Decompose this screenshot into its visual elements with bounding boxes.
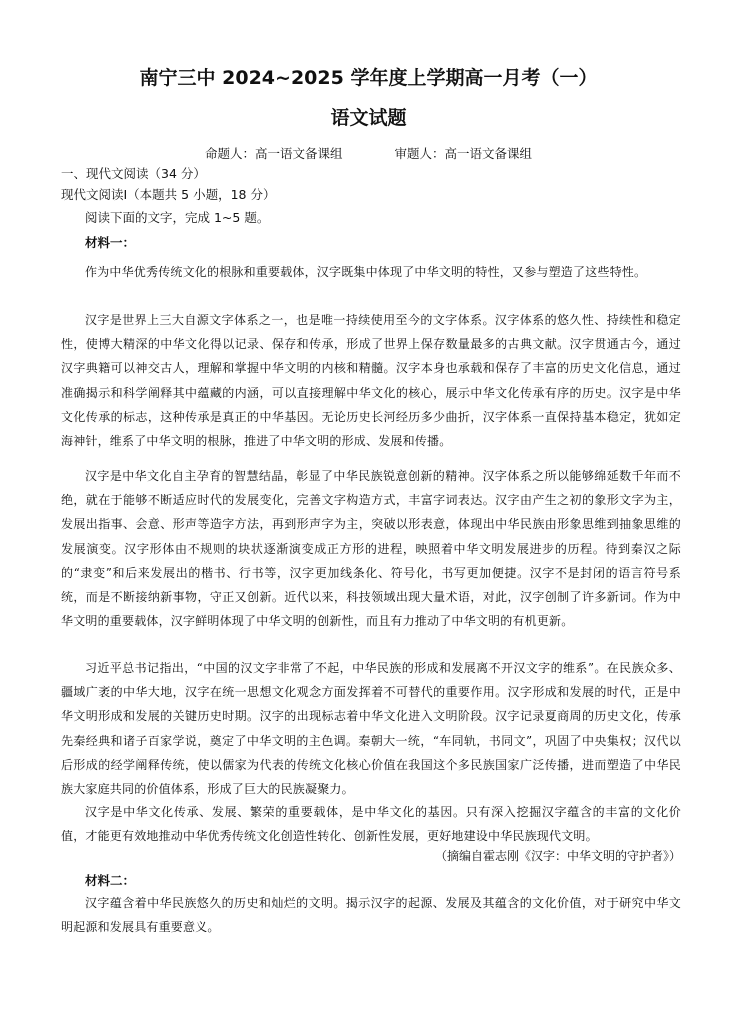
exam-title: 南宁三中 2024~2025 学年度上学期高一月考（一） (139, 67, 598, 89)
material2-paragraph-1: 汉字蕴含着中华民族悠久的历史和灿烂的文明。揭示汉字的起源、发展及其蕴含的文化价值，对于研究中华文明起源和发展具有重要意义。 (61, 896, 681, 935)
reading-instruction: 阅读下面的文字，完成 1~5 题。 (85, 210, 270, 225)
material1-paragraph-1: 作为中华优秀传统文化的根脉和重要载体，汉字既集中体现了中华文明的特性，又参与塑造了这些特性。 (85, 265, 647, 279)
material2-label: 材料二： (85, 873, 136, 888)
reviewer-label: 审题人：高一语文备课组 (394, 146, 533, 161)
setter-label: 命题人：高一语文备课组 (204, 146, 343, 161)
material1-source: （摘编自霍志刚《汉字：中华文明的守护者》） (434, 849, 681, 863)
exam-subject: 语文试题 (330, 107, 407, 129)
material1-label: 材料一： (85, 235, 136, 250)
material1-paragraph-5: 汉字是中华文化传承、发展、繁荣的重要载体，是中华文化的基因。只有深入挖掘汉字蕴含的丰富的文化价值，才能更有效地推动中华优秀传统文化创造性转化、创新性发展，更好地建设中华民族现代文明。 (61, 805, 681, 844)
material1-paragraph-2: 汉字是世界上三大自源文字体系之一，也是唯一持续使用至今的文字体系。汉字体系的悠久性、持续性和稳定性，使博大精深的中华文化得以记录、保存和传承，形成了世界上保存数量最多的古典文献。汉字贯通古今，通过汉字典籍可以神交古人，理解和掌握中华文明的内核和精髓。汉字本身也承载和保存了丰富的历史文化信息，通过准确揭示和科学阐释其中蕴藏的内涵，可以直接理解中华文化的核心，展示中华文化传承有序的历史。汉字是中华文化传承的标志，这种传承是真正的中华基因。无论历史长河经历多少曲折，汉字体系一直保持基本稳定，犹如定海神针，维系了中华文明的根脉，推进了中华文明的形成、发展和传播。 (61, 313, 681, 449)
part-heading: 现代文阅读Ⅰ（本题共 5 小题，18 分） (61, 187, 276, 202)
author-line (0, 145, 737, 163)
section-heading: 一、现代文阅读（34 分） (61, 166, 206, 181)
material1-paragraph-3: 汉字是中华文化自主孕育的智慧结晶，彰显了中华民族锐意创新的精神。汉字体系之所以能够绵延数千年而不绝，就在于能够不断适应时代的发展变化，完善文字构造方式，丰富字词表达。汉字由产生之初的象形文字为主，发展出指事、会意、形声等造字方法，再到形声字为主，突破以形表意，体现出中华民族由形象思维到抽象思维的发展演变。汉字形体由不规则的块状逐渐演变成正方形的进程，映照着中华文明发展进步的历程。待到秦汉之际的“隶变”和后来发展出的楷书、行书等，汉字更加线条化、符号化，书写更加便捷。汉字不是封闭的语言符号系统，而是不断接纳新事物，守正又创新。近代以来，科技领域出现大量术语，对此，汉字创制了许多新词。作为中华文明的重要载体，汉字鲜明体现了中华文明的创新性，而且有力推动了中华文明的有机更新。 (61, 469, 681, 629)
material1-paragraph-4: 习近平总书记指出，“中国的汉文字非常了不起，中华民族的形成和发展离不开汉文字的维系”。在民族众多、疆域广袤的中华大地，汉字在统一思想文化观念方面发挥着不可替代的重要作用。汉字形成和发展的时代，正是中华文明形成和发展的关键历史时期。汉字的出现标志着中华文化进入文明阶段。汉字记录夏商周的历史文化，传承先秦经典和诸子百家学说，奠定了中华文明的主色调。秦朝大一统，“车同轨，书同文”，巩固了中央集权；汉代以后形成的经学阐释传统，使以儒家为代表的传统文化核心价值在我国这个多民族国家广泛传播，进而塑造了中华民族大家庭共同的价值体系，形成了巨大的民族凝聚力。 (61, 661, 681, 797)
